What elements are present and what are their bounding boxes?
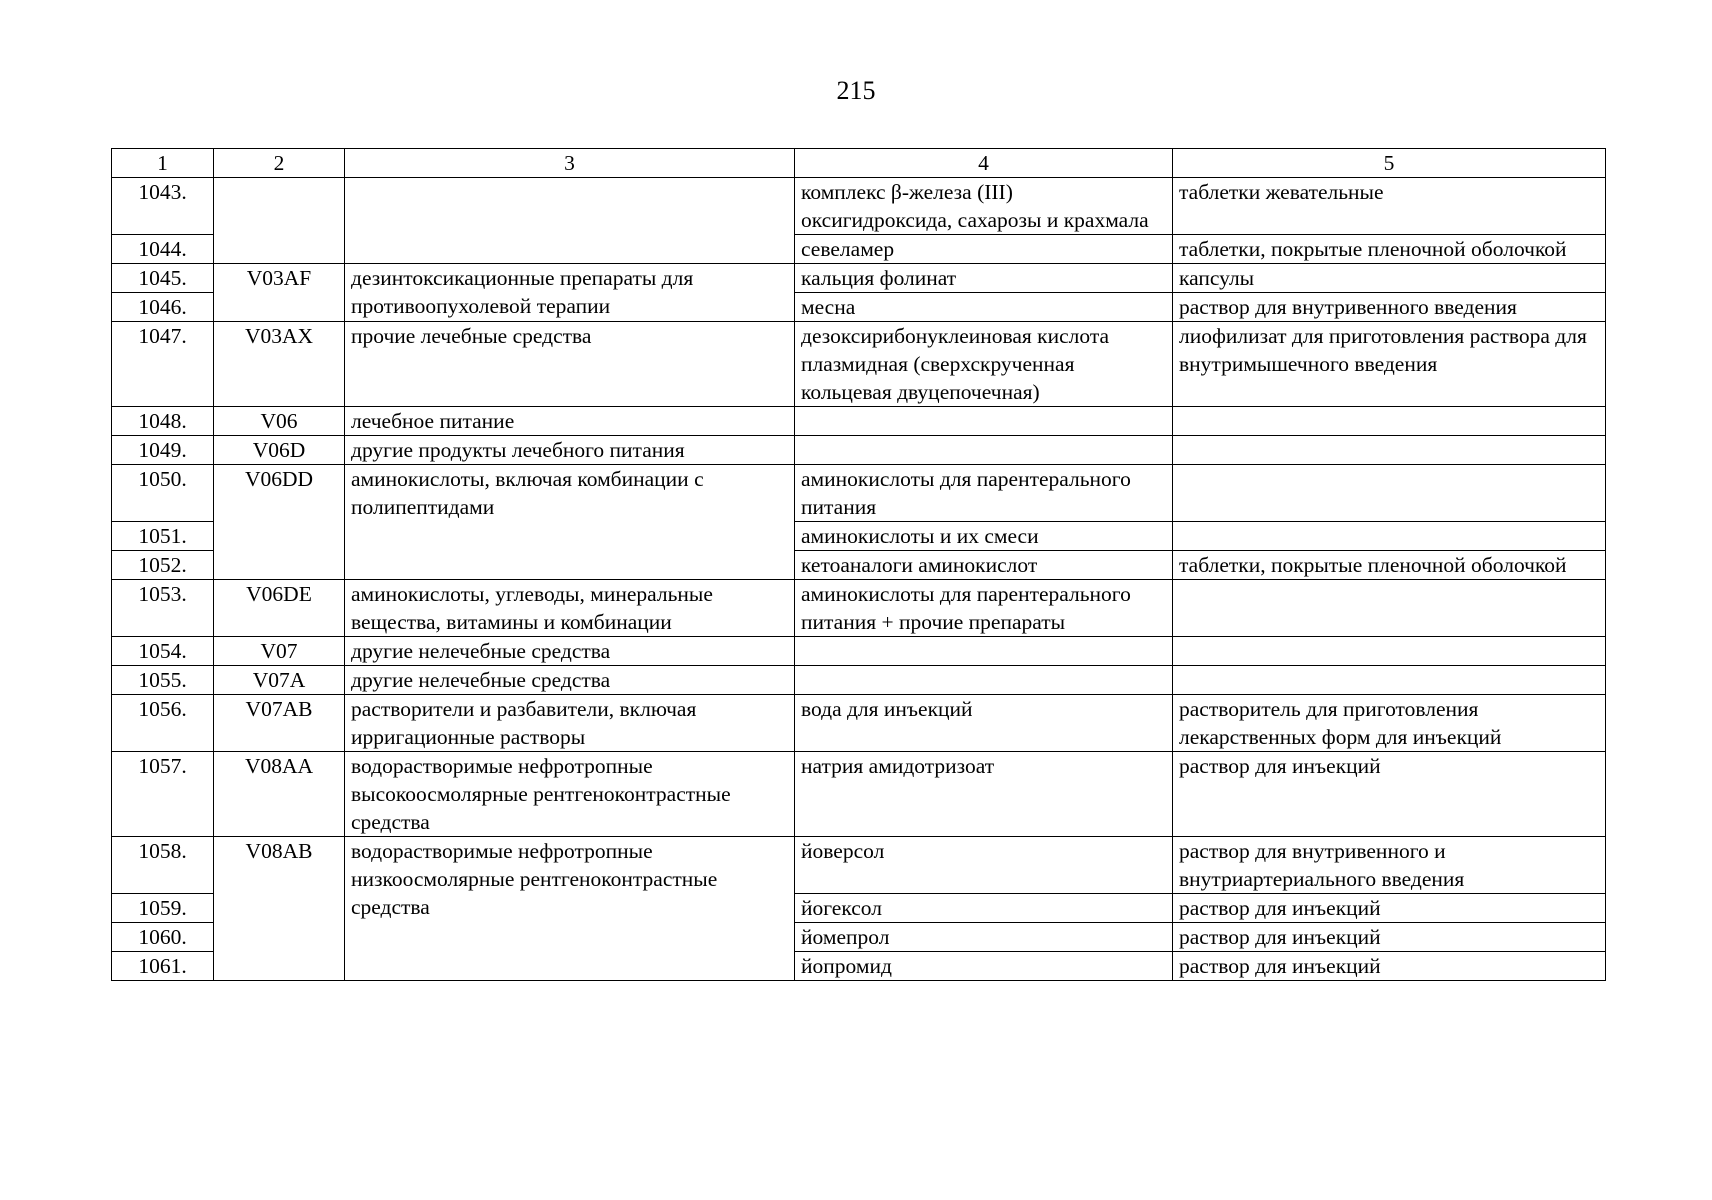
column-header: 5 — [1173, 149, 1606, 178]
column-header: 2 — [214, 149, 345, 178]
atc-code: V06DD — [214, 465, 345, 580]
row-number: 1051. — [112, 522, 214, 551]
group-name: другие нелечебные средства — [345, 666, 795, 695]
dosage-form — [1173, 637, 1606, 666]
group-name: дезинтоксикационные препараты для противоопухолевой терапии — [345, 264, 795, 322]
group-name: водорастворимые нефротропные высокоосмолярные рентгеноконтрастные средства — [345, 752, 795, 837]
group-name: лечебное питание — [345, 407, 795, 436]
row-number: 1061. — [112, 952, 214, 981]
row-number: 1045. — [112, 264, 214, 293]
dosage-form: раствор для инъекций — [1173, 752, 1606, 837]
dosage-form: раствор для внутривенного и внутриартериального введения — [1173, 837, 1606, 894]
row-number: 1043. — [112, 178, 214, 235]
drug-name — [795, 407, 1173, 436]
atc-code: V08AB — [214, 837, 345, 981]
row-number: 1047. — [112, 322, 214, 407]
group-name: аминокислоты, включая комбинации с полипептидами — [345, 465, 795, 580]
table-row — [112, 436, 1606, 465]
page-number: 215 — [836, 76, 876, 105]
row-number: 1050. — [112, 465, 214, 522]
dosage-form: раствор для инъекций — [1173, 923, 1606, 952]
row-number: 1055. — [112, 666, 214, 695]
group-name: растворители и разбавители, включая ирригационные растворы — [345, 695, 795, 752]
drug-name: вода для инъекций — [795, 695, 1173, 752]
dosage-form: таблетки жевательные — [1173, 178, 1606, 235]
dosage-form: раствор для инъекций — [1173, 952, 1606, 981]
drug-name: аминокислоты для парентерального питания + прочие препараты — [795, 580, 1173, 637]
row-number: 1060. — [112, 923, 214, 952]
atc-code: V06 — [214, 407, 345, 436]
table-row — [112, 465, 1606, 522]
row-number: 1057. — [112, 752, 214, 837]
dosage-form — [1173, 407, 1606, 436]
drug-name — [795, 436, 1173, 465]
atc-code: V06DE — [214, 580, 345, 637]
table-row — [112, 837, 1606, 894]
dosage-form: лиофилизат для приготовления раствора для внутримышечного введения — [1173, 322, 1606, 407]
column-header: 4 — [795, 149, 1173, 178]
dosage-form — [1173, 465, 1606, 522]
group-name: другие нелечебные средства — [345, 637, 795, 666]
row-number: 1059. — [112, 894, 214, 923]
dosage-form: таблетки, покрытые пленочной оболочкой — [1173, 551, 1606, 580]
row-number: 1048. — [112, 407, 214, 436]
dosage-form — [1173, 580, 1606, 637]
dosage-form: раствор для инъекций — [1173, 894, 1606, 923]
atc-code: V06D — [214, 436, 345, 465]
dosage-form — [1173, 522, 1606, 551]
column-header: 3 — [345, 149, 795, 178]
drug-table — [111, 148, 1606, 981]
column-header: 1 — [112, 149, 214, 178]
table-row — [112, 407, 1606, 436]
row-number: 1058. — [112, 837, 214, 894]
dosage-form — [1173, 666, 1606, 695]
row-number: 1044. — [112, 235, 214, 264]
drug-name: йоверсол — [795, 837, 1173, 894]
row-number: 1053. — [112, 580, 214, 637]
drug-name: месна — [795, 293, 1173, 322]
drug-name: комплекс β-железа (III) оксигидроксида, сахарозы и крахмала — [795, 178, 1173, 235]
drug-name: кальция фолинат — [795, 264, 1173, 293]
atc-code: V07 — [214, 637, 345, 666]
table-row — [112, 178, 1606, 235]
dosage-form: таблетки, покрытые пленочной оболочкой — [1173, 235, 1606, 264]
dosage-form — [1173, 436, 1606, 465]
row-number: 1049. — [112, 436, 214, 465]
drug-name: аминокислоты и их смеси — [795, 522, 1173, 551]
atc-code: V07AB — [214, 695, 345, 752]
dosage-form: раствор для внутривенного введения — [1173, 293, 1606, 322]
drug-name: севеламер — [795, 235, 1173, 264]
drug-name: аминокислоты для парентерального питания — [795, 465, 1173, 522]
atc-code: V03AF — [214, 264, 345, 322]
atc-code: V08AA — [214, 752, 345, 837]
drug-name: кетоаналоги аминокислот — [795, 551, 1173, 580]
group-name: аминокислоты, углеводы, минеральные вещества, витамины и комбинации — [345, 580, 795, 637]
drug-name: йогексол — [795, 894, 1173, 923]
row-number: 1046. — [112, 293, 214, 322]
row-number: 1052. — [112, 551, 214, 580]
drug-name: натрия амидотризоат — [795, 752, 1173, 837]
drug-name — [795, 666, 1173, 695]
table-row — [112, 752, 1606, 837]
row-number: 1056. — [112, 695, 214, 752]
table-row — [112, 580, 1606, 637]
drug-name — [795, 637, 1173, 666]
atc-code: V07A — [214, 666, 345, 695]
atc-code-cell — [214, 178, 345, 264]
drug-name: йомепрол — [795, 923, 1173, 952]
atc-code: V03AX — [214, 322, 345, 407]
row-number: 1054. — [112, 637, 214, 666]
group-name: другие продукты лечебного питания — [345, 436, 795, 465]
table-header-row — [112, 149, 1606, 178]
drug-name: дезоксирибонуклеиновая кислота плазмидная (сверхскрученная кольцевая двуцепочечная) — [795, 322, 1173, 407]
drug-name: йопромид — [795, 952, 1173, 981]
group-name-cell — [345, 178, 795, 264]
dosage-form: капсулы — [1173, 264, 1606, 293]
group-name: прочие лечебные средства — [345, 322, 795, 407]
table-row — [112, 695, 1606, 752]
dosage-form: растворитель для приготовления лекарственных форм для инъекций — [1173, 695, 1606, 752]
table-row — [112, 666, 1606, 695]
group-name: водорастворимые нефротропные низкоосмолярные рентгеноконтрастные средства — [345, 837, 795, 981]
table-row — [112, 637, 1606, 666]
table-row — [112, 322, 1606, 407]
table-row — [112, 264, 1606, 293]
